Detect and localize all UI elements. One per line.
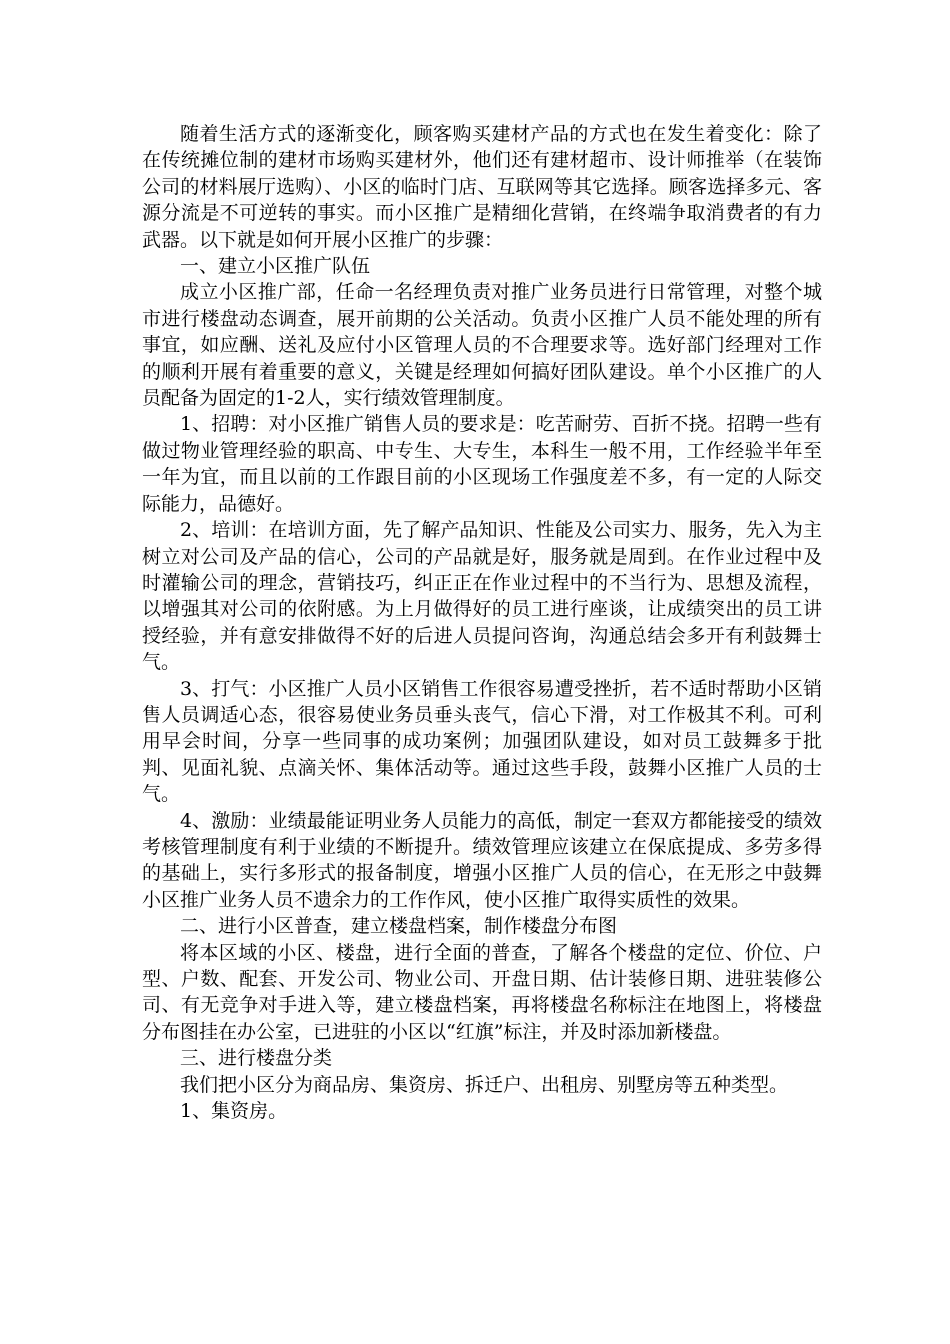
paragraph-training: 2、培训：在培训方面，先了解产品知识、性能及公司实力、服务，先入为主树立对公司及产品的信心，公司的产品就是好，服务就是周到。在作业过程中及时灌输公司的理念，营销技巧，纠正正在作业过程中的不当行为、思想及流程，以增强其对公司的依附感。为上月做得好的员工进行座谈，让成绩突出的员工讲授经验，并有意安排做得不好的后进人员提问咨询，沟通总结会多开有利鼓舞士气。 (142, 519, 822, 674)
paragraph-incentive: 4、激励：业绩最能证明业务人员能力的高低，制定一套双方都能接受的绩效考核管理制度有利于业绩的不断提升。绩效管理应该建立在保底提成、多劳多得的基础上，实行多形式的报备制度，增强小区推广人员的信心，在无形之中鼓舞小区推广业务人员不遗余力的工作作风，使小区推广取得实质性的效果。 (142, 809, 822, 911)
paragraph-classification: 我们把小区分为商品房、集资房、拆迁户、出租房、别墅房等五种类型。 (180, 1073, 789, 1096)
section-heading-2: 二、进行小区普查，建立楼盘档案，制作楼盘分布图 (180, 915, 618, 938)
section-heading-1: 一、建立小区推广队伍 (180, 255, 371, 278)
intro-paragraph: 随着生活方式的逐渐变化，顾客购买建材产品的方式也在发生着变化：除了在传统摊位制的建材市场购买建材外，他们还有建材超市、设计师推举（在装饰公司的材料展厅选购）、小区的临时门店、互联网等其它选择。顾客选择多元、客源分流是不可逆转的事实。而小区推广是精细化营销，在终端争取消费者的有力武器。以下就是如何开展小区推广的步骤： (142, 123, 822, 251)
subheading-collective-housing: 1、集资房。 (180, 1100, 288, 1123)
paragraph-survey: 将本区域的小区、楼盘，进行全面的普查，了解各个楼盘的定位、价位、户型、户数、配套、开发公司、物业公司、开盘日期、估计装修日期、进驻装修公司、有无竞争对手进入等，建立楼盘档案，再将楼盘名称标注在地图上，将楼盘分布图挂在办公室，已进驻的小区以“红旗”标注，并及时添加新楼盘。 (142, 941, 822, 1043)
paragraph-recruitment: 1、招聘：对小区推广销售人员的要求是：吃苦耐劳、百折不挠。招聘一些有做过物业管理经验的职高、中专生、大专生，本科生一般不用，工作经验半年至一年为宜，而且以前的工作跟目前的小区现场工作强度差不多，有一定的人际交际能力，品德好。 (142, 413, 822, 515)
paragraph-morale: 3、打气：小区推广人员小区销售工作很容易遭受挫折，若不适时帮助小区销售人员调适心态，很容易使业务员垂头丧气，信心下滑，对工作极其不利。可利用早会时间，分享一些同事的成功案例；加强团队建设，如对员工鼓舞多于批判、见面礼貌、点滴关怀、集体活动等。通过这些手段，鼓舞小区推广人员的士气。 (142, 677, 822, 806)
paragraph-team-setup: 成立小区推广部，任命一名经理负责对推广业务员进行日常管理，对整个城市进行楼盘动态调查，展开前期的公关活动。负责小区推广人员不能处理的所有事宜，如应酬、送礼及应付小区管理人员的不合理要求等。选好部门经理对工作的顺利开展有着重要的意义，关键是经理如何搞好团队建设。单个小区推广的人员配备为固定的1-2人，实行绩效管理制度。 (142, 281, 822, 410)
document-body (142, 121, 822, 1124)
section-heading-3: 三、进行楼盘分类 (180, 1047, 333, 1070)
